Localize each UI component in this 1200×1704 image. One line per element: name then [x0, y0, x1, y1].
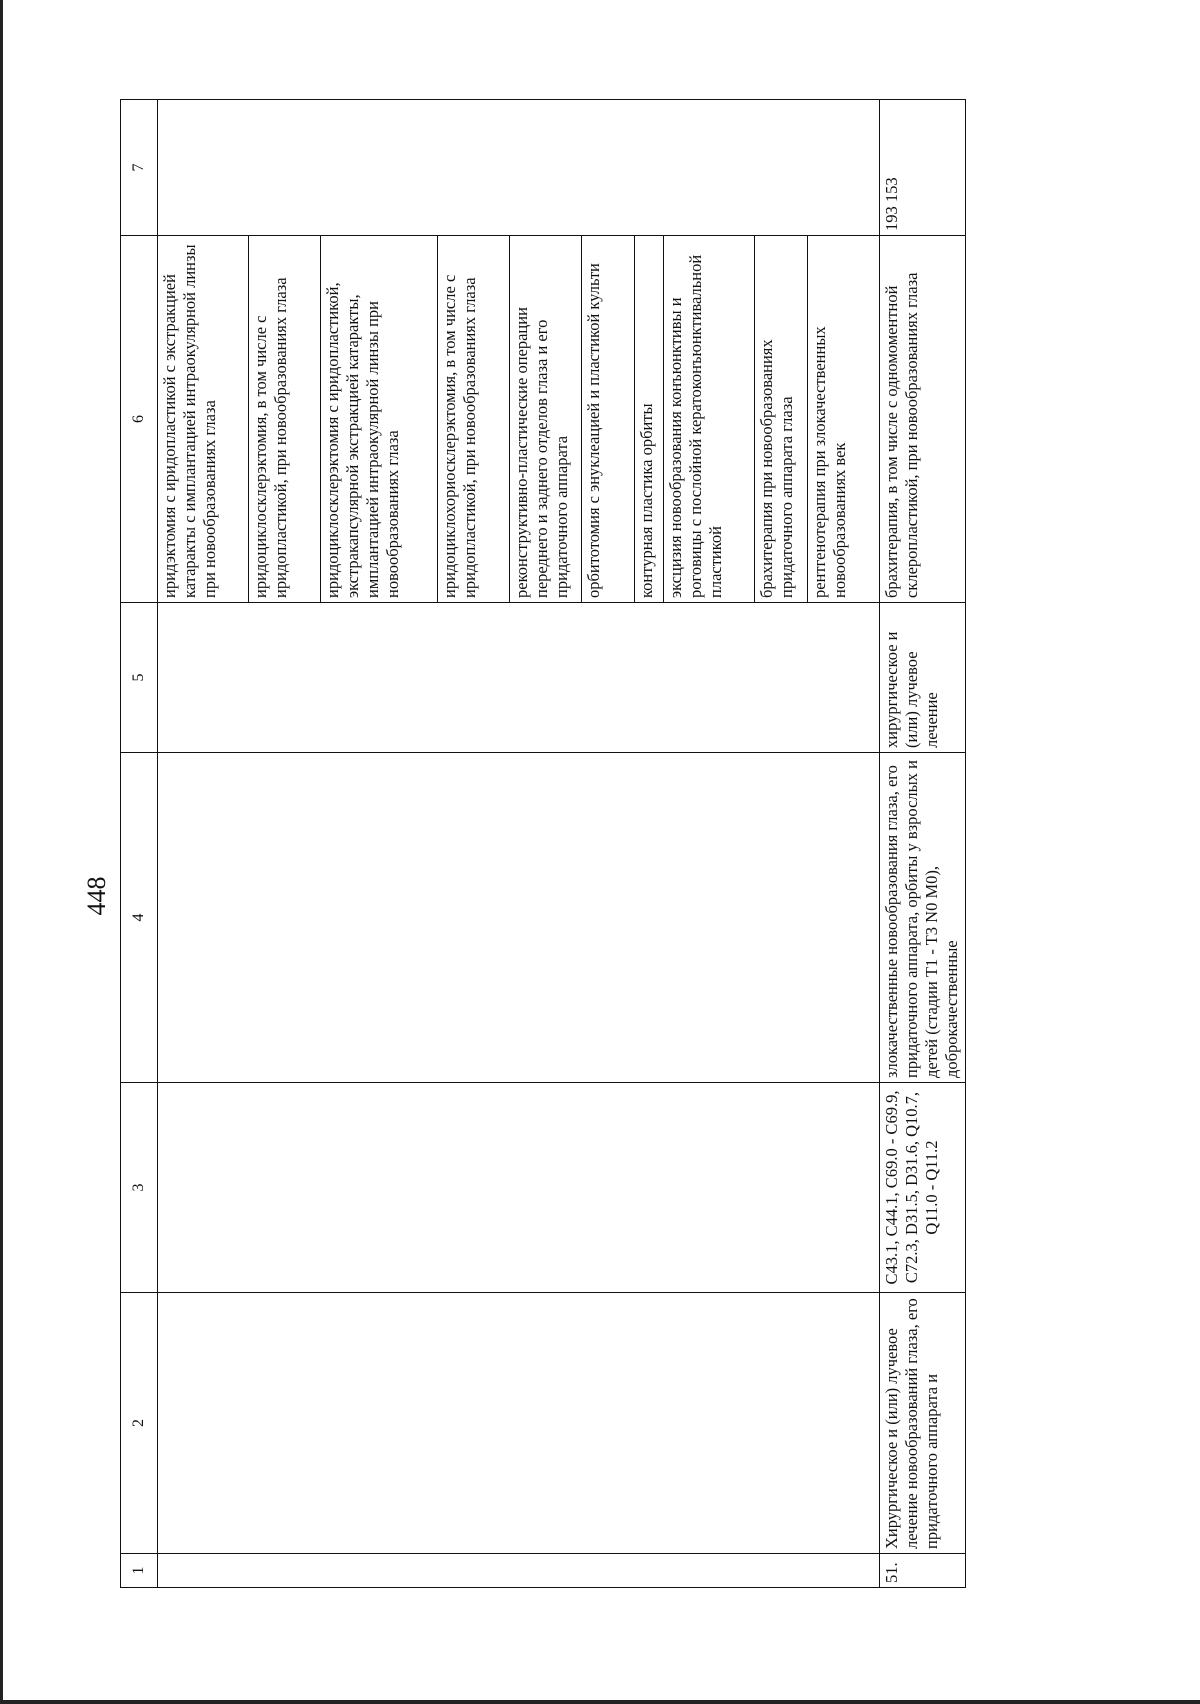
empty-cell	[158, 753, 880, 1083]
empty-cell	[158, 603, 880, 753]
cost-cell: 193 153	[880, 100, 966, 236]
method-cell: иридоциклосклерэктомия с иридопластикой, экстракапсулярной экстракцией катаракты, имплантацией интраокулярной линзы при новообразованиях глаза	[321, 236, 438, 603]
empty-cell	[158, 1083, 880, 1293]
column-number-5: 5	[121, 603, 158, 753]
table-row	[158, 100, 249, 1588]
column-number-6: 6	[121, 236, 158, 603]
method-cell: иридоциклосклерэктомия, в том числе с иридопластикой, при новообразованиях глаза	[249, 236, 321, 603]
column-number-1: 1	[121, 1554, 158, 1588]
column-number-4: 4	[121, 753, 158, 1083]
method-cell: иридоциклохориосклерэктомия, в том числе с иридопластикой, при новообразованиях глаза	[438, 236, 510, 603]
method-cell: рентгенотерапия при злокачественных новообразованиях век	[808, 236, 880, 603]
scan-edge	[0, 1700, 1200, 1704]
method-cell: брахитерапия при новообразованиях придаточного аппарата глаза	[755, 236, 808, 603]
procedures-table	[120, 99, 966, 1588]
empty-cell	[158, 1293, 880, 1554]
column-number-7: 7	[121, 100, 158, 236]
icd-codes-cell: C43.1, C44.1, C69.0 - C69.9, C72.3, D31.5, D31.6, Q10.7, Q11.0 - Q11.2	[880, 1083, 966, 1293]
method-cell: контурная пластика орбиты	[635, 236, 664, 603]
patient-model-cell: злокачественные новообразования глаза, его придаточного аппарата, орбиты у взрослых и детей (стадии T1 - T3 N0 M0), доброкачественные	[880, 753, 966, 1083]
empty-cell	[158, 1554, 880, 1588]
method-cell: реконструктивно-пластические операции переднего и заднего отделов глаза и его придаточного аппарата	[510, 236, 582, 603]
procedure-name-cell: Хирургическое и (или) лучевое лечение новообразований глаза, его придаточного аппарата и	[880, 1293, 966, 1554]
column-number-3: 3	[121, 1083, 158, 1293]
row-number: 51.	[880, 1554, 966, 1588]
method-cell: эксцизия новообразования конъюнктивы и роговицы с послойной кератоконъюнктивальной пластикой	[664, 236, 755, 603]
table-row	[880, 100, 966, 1588]
table-header-row	[121, 100, 158, 1588]
scan-edge	[0, 0, 3, 1704]
page-number: 448	[82, 876, 111, 916]
rotated-table-container	[120, 100, 968, 1588]
column-number-2: 2	[121, 1293, 158, 1554]
method-cell: брахитерапия, в том числе с одномоментной склеропластикой, при новообразованиях глаза	[880, 236, 966, 603]
method-cell: иридэктомия с иридопластикой с экстракцией катаракты с имплантацией интраокулярной линзы при новообразованиях глаза	[158, 236, 249, 603]
method-cell: орбитотомия с энуклеацией и пластикой культи	[582, 236, 635, 603]
treatment-type-cell: хирургическое и (или) лучевое лечение	[880, 603, 966, 753]
empty-cell	[158, 100, 880, 236]
